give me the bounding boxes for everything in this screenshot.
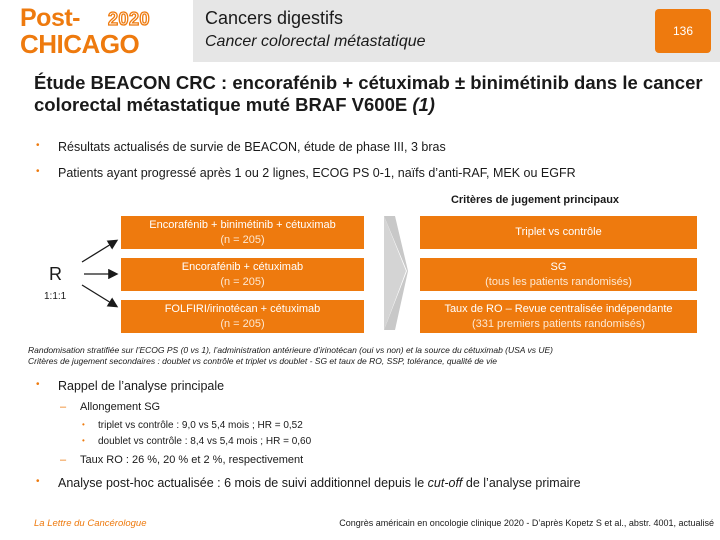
posthoc-text-before: Analyse post-hoc actualisée : 6 mois de suivi additionnel depuis le (58, 476, 428, 490)
bullet-text: Rappel de l’analyse principale (58, 379, 225, 393)
bullet-text: Résultats actualisés de survie de BEACON, étude de phase III, 3 bras (58, 140, 446, 154)
footnote: Randomisation stratifiée sur l’ECOG PS (0 vs 1), l’administration antérieure d’irinotécan (oui vs non) et la source du cétuximab (USA vs UE) (28, 345, 554, 355)
logo-year: 2020 (108, 9, 151, 29)
arm-name: Encorafénib + binimétinib + cétuximab (149, 219, 336, 231)
arm-name: FOLFIRI/irinotécan + cétuximab (164, 303, 321, 315)
criteria-header: Critères de jugement principaux (450, 194, 620, 206)
criterion-box (420, 216, 697, 249)
posthoc-text-italic: cut-off (427, 476, 463, 490)
page-number-badge: 136 (655, 9, 711, 53)
sub-sub-bullet-text: triplet vs contrôle : 9,0 vs 5,4 mois ; HR = 0,52 (98, 420, 303, 431)
criterion-detail: (tous les patients randomisés) (485, 276, 632, 288)
arm-box (121, 216, 364, 249)
dash-marker: – (60, 401, 67, 413)
header-subtitle: Cancer colorectal métastatique (205, 33, 426, 50)
criterion-box (420, 258, 697, 291)
randomization-ratio: 1:1:1 (44, 291, 67, 302)
bullet-marker: • (36, 166, 40, 177)
randomization-arrow (82, 241, 116, 262)
footer-journal: La Lettre du Cancérologue (34, 518, 147, 529)
bullet-marker: • (36, 140, 40, 151)
logo-line2: CHICAGO (20, 29, 140, 59)
bullet-marker: • (36, 379, 40, 390)
criterion-box (420, 300, 697, 333)
bullet-marker: • (82, 436, 85, 445)
arm-box (121, 258, 364, 291)
slide-title-reference: (1) (412, 94, 435, 115)
sub-bullet-text: Allongement SG (80, 401, 161, 413)
criterion-detail: (331 premiers patients randomisés) (471, 318, 646, 330)
bullet-text: Patients ayant progressé après 1 ou 2 lignes, ECOG PS 0-1, naïfs d’anti-RAF, MEK ou EGFR (58, 166, 576, 180)
slide-title-text: Étude BEACON CRC : encorafénib + cétuximab ± binimétinib dans le cancer colorectal métastatique muté BRAF V600E (34, 72, 703, 115)
header-title: Cancers digestifs (205, 8, 344, 28)
criterion-title: Triplet vs contrôle (515, 226, 602, 238)
arm-n: (n = 205) (220, 234, 265, 246)
dash-marker: – (60, 454, 67, 466)
footer-source: Congrès américain en oncologie clinique 2020 - D’après Kopetz S et al., abstr. 4001, actualisé (339, 518, 714, 528)
sub-bullet-text: Taux RO : 26 %, 20 % et 2 %, respectivement (80, 454, 304, 466)
posthoc-text-after: de l’analyse primaire (462, 476, 581, 490)
criterion-title: SG (550, 261, 567, 273)
arm-name: Encorafénib + cétuximab (181, 261, 304, 273)
bullet-marker: • (36, 476, 40, 487)
arm-box (121, 300, 364, 333)
sub-sub-bullet-text: doublet vs contrôle : 8,4 vs 5,4 mois ; HR = 0,60 (98, 436, 312, 447)
criterion-title: Taux de RO – Revue centralisée indépendante (444, 303, 673, 315)
randomization-arrow (82, 285, 116, 306)
logo-line1: Post- (20, 4, 80, 32)
footnote: Critères de jugement secondaires : doublet vs contrôle et triplet vs doublet - SG et taux de RO, SSP, tolérance, qualité de vie (28, 356, 498, 366)
arm-n: (n = 205) (220, 318, 265, 330)
arm-n: (n = 205) (220, 276, 265, 288)
bullet-text (58, 476, 581, 490)
bullet-marker: • (82, 420, 85, 429)
randomization-symbol: R (49, 264, 62, 284)
